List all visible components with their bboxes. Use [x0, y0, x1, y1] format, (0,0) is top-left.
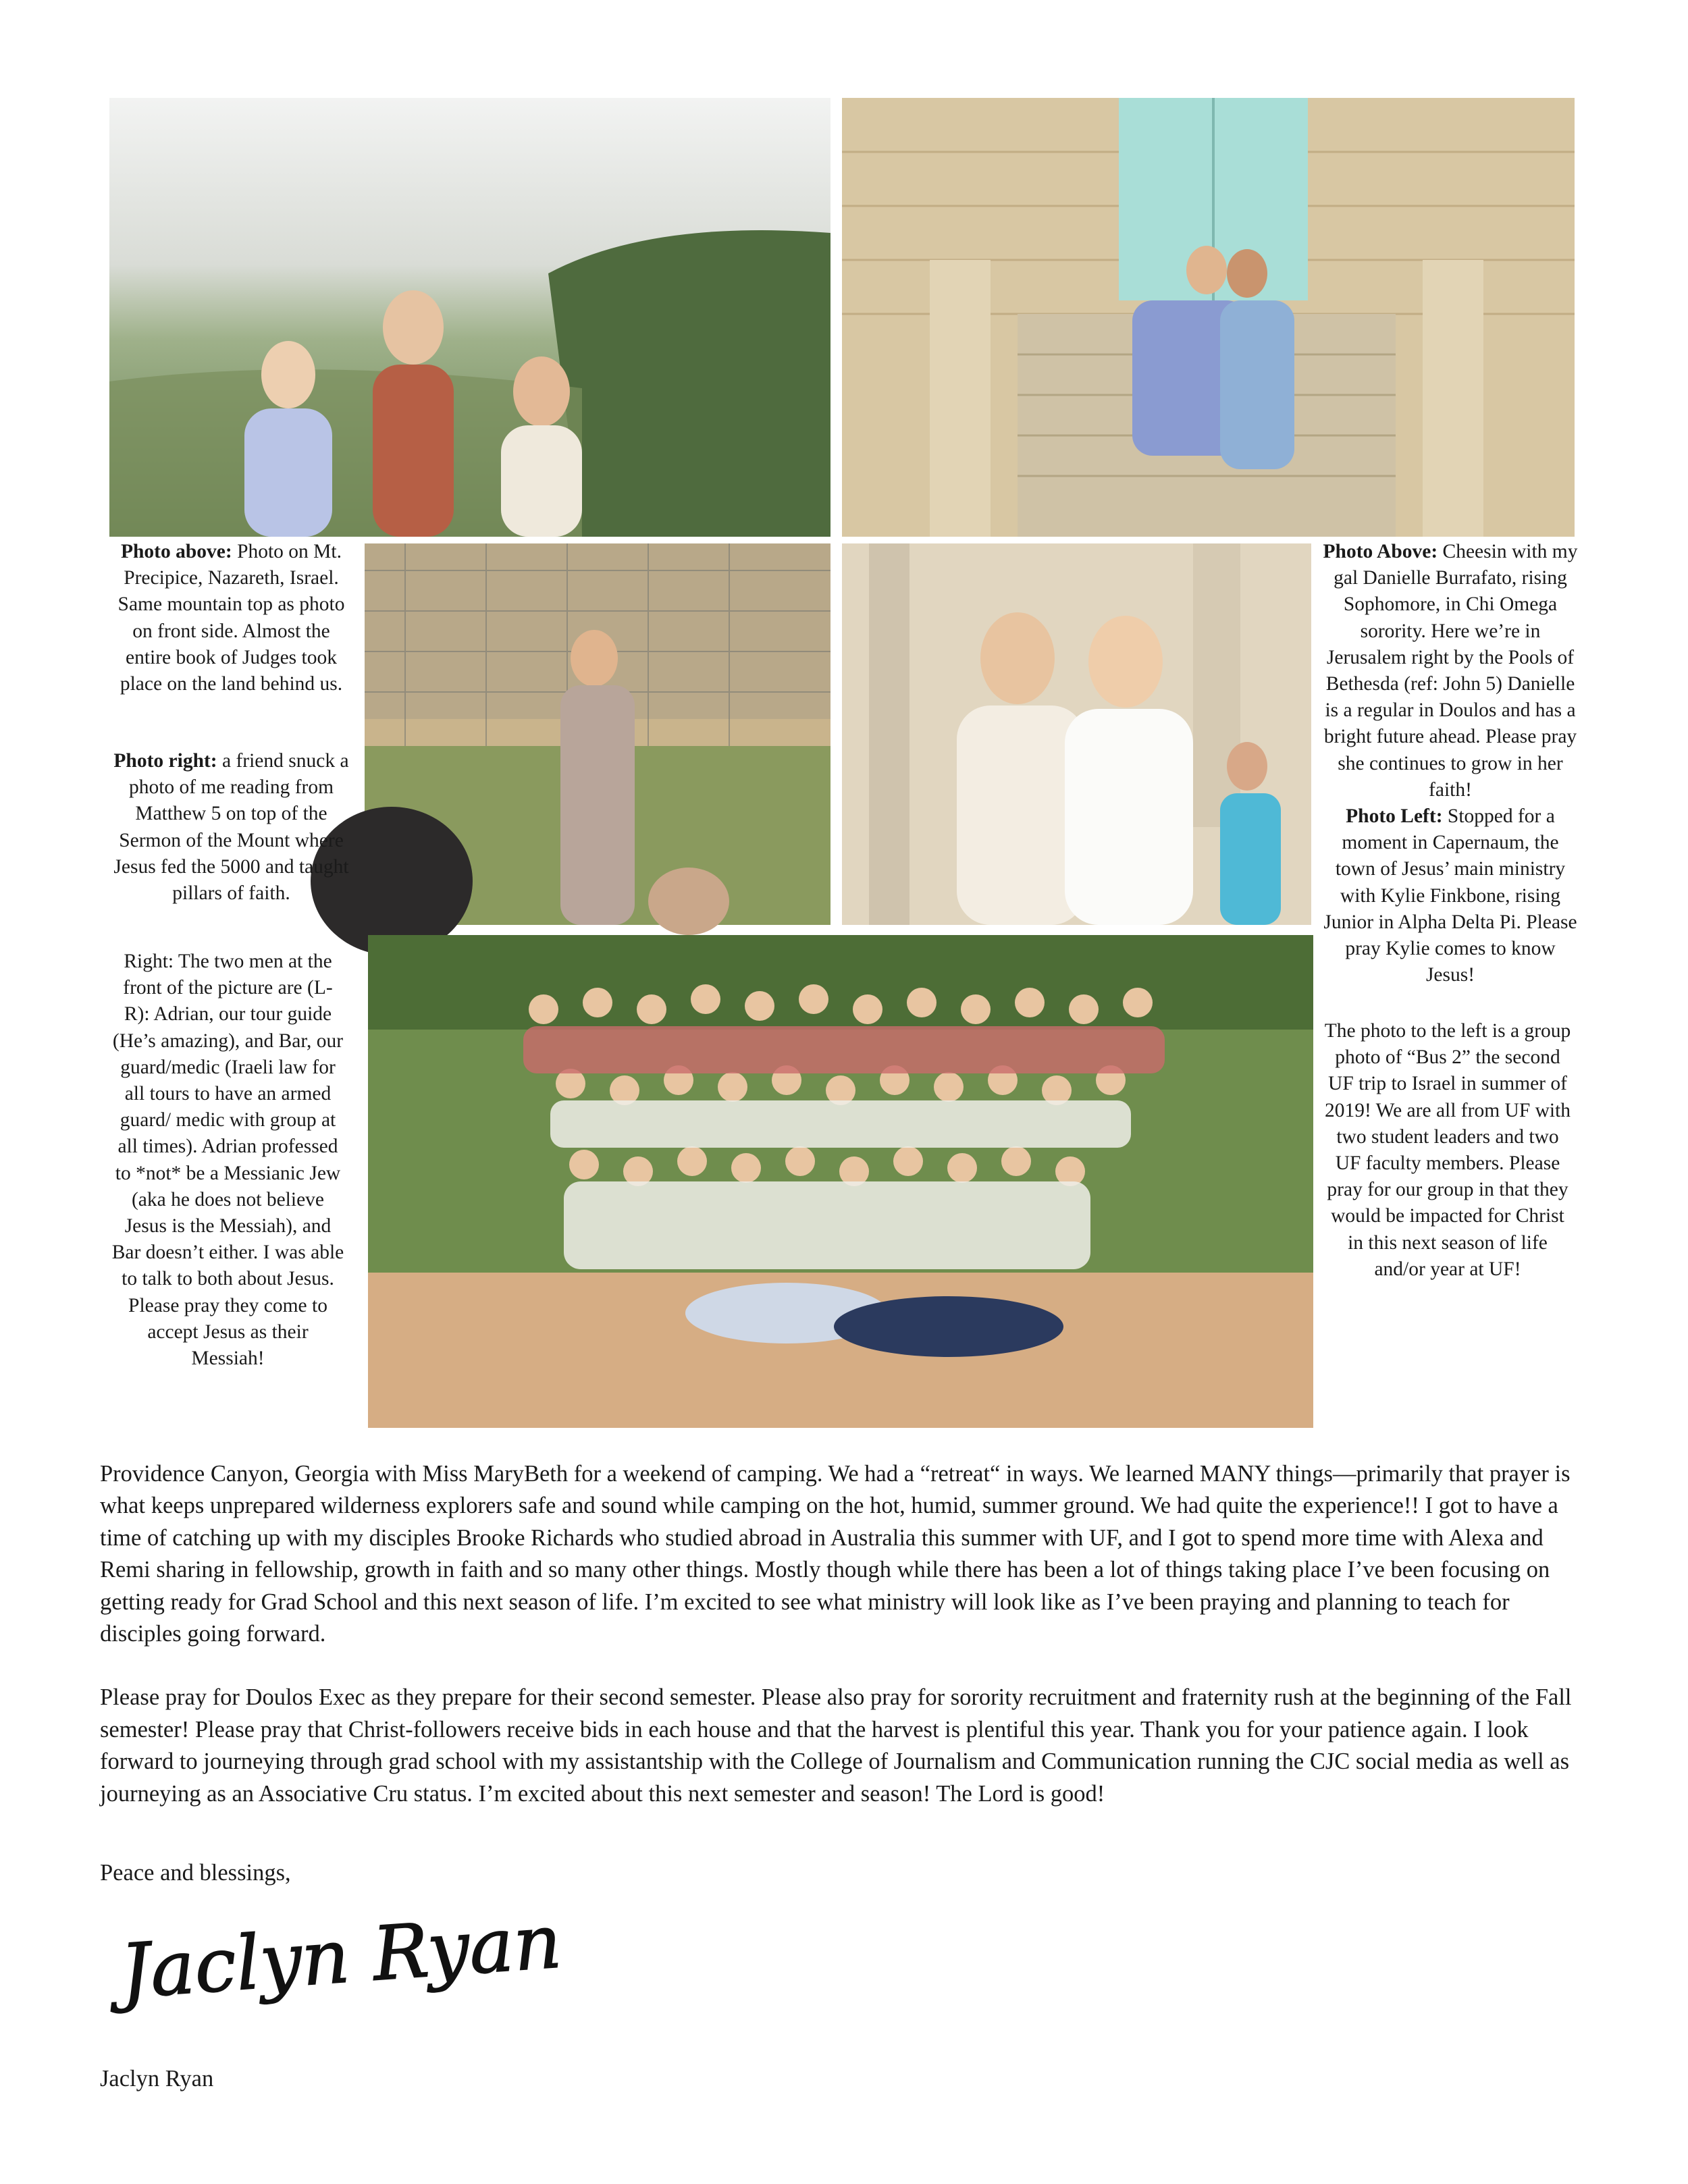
caption-text: The photo to the left is a group photo of “Bus 2” the second UF trip to Israel in summer of 2019! We are all from UF with two student leaders and two UF faculty members. Please pray for our group in that they would be impacted for Christ in this next season of life and/or year at UF!: [1324, 1020, 1571, 1280]
caption-text: Right: The two men at the front of the picture are (L-R): Adrian, our tour guide (He’s amazing), and Bar, our guard/medic (Iraeli law for all tours to have an armed guard/ medic with group at all times). Adrian professed to *not* be a Messianic Jew (aka he does not believe Jesus is the Messiah), and Bar doesn’t either. I was able to talk to both about Jesus. Please pray they come to accept Jesus as their Messiah!: [111, 951, 344, 1370]
caption-label: Photo Left:: [1346, 805, 1443, 828]
photo-bus2-group: [368, 935, 1313, 1428]
caption-bus2-group: [1322, 1018, 1573, 1283]
caption-label: Photo Above:: [1323, 541, 1438, 562]
signature-script: Jaclyn Ryan: [117, 1898, 564, 2015]
caption-text: Photo on Mt. Precipice, Nazareth, Israel. Same mountain top as photo on front side. Almost the entire book of Judges took place on the land behind us.: [117, 541, 345, 695]
letter-body: [100, 1458, 1595, 1842]
paragraph-prayer: Please pray for Doulos Exec as they prepare for their second semester. Please also pray for sorority recruitment and fraternity rush at the beginning of the Fall semester! Please pray that Christ-followers receive bids in each house and that the harvest is plentiful this year. Thank you for your patience again. I look forward to journeying through grad school with my assistantship with the College of Journalism and Communication running the CJC social media as well as journeying as an Associative Cru status. I’m excited about this next semester and season! The Lord is good!: [100, 1684, 1572, 1807]
signature-image: [115, 1884, 564, 2052]
caption-photo-right: [111, 748, 351, 907]
caption-label: Photo above:: [121, 541, 232, 562]
caption-photo-above-right: [1322, 539, 1579, 988]
caption-text: Stopped for a moment in Capernaum, the town of Jesus’ main ministry with Kylie Finkbone, rising Junior in Alpha Delta Pi. Please pray Kylie comes to know Jesus!: [1323, 805, 1577, 986]
salutation: Peace and blessings,: [100, 1860, 291, 1886]
photo-capernaum: [842, 543, 1311, 925]
photo-mt-precipice: [109, 98, 830, 537]
paragraph-camping: Providence Canyon, Georgia with Miss MaryBeth for a weekend of camping. We had a “retreat“ in ways. We learned MANY things—primarily that prayer is what keeps unprepared wilderness explorers safe and sound while camping on the hot, humid, summer ground. We had quite the experience!! I got to have a time of catching up with my disciples Brooke Richards who studied abroad in Australia this summer with UF, and I got to spend more time with Alexa and Remi sharing in fellowship, growth in faith and so many other things. Mostly though while there has been a lot of things taking place I’ve been focusing on getting ready for Grad School and this next season of life. I’m excited to see what ministry will look like as I’ve been praying and planning to teach for disciples going forward.: [100, 1461, 1571, 1647]
caption-photo-above-left: [111, 539, 351, 697]
photo-sermon-mount-reading: [365, 543, 830, 925]
signatory-name: Jaclyn Ryan: [100, 2066, 214, 2092]
photo-jerusalem-steps: [842, 98, 1575, 537]
caption-text: a friend snuck a photo of me reading from Matthew 5 on top of the Sermon of the Mount where Jesus fed the 5000 and taught pillars of faith.: [113, 750, 349, 905]
caption-text: Cheesin with my gal Danielle Burrafato, rising Sophomore, in Chi Omega sorority. Here we’re in Jerusalem right by the Pools of Bethesda (ref: John 5) Danielle is a regular in Doulos and has a bright future ahead. Please pray she continues to grow in her faith!: [1323, 541, 1578, 801]
caption-label: Photo right:: [113, 750, 217, 772]
caption-group-guides: [111, 949, 344, 1372]
